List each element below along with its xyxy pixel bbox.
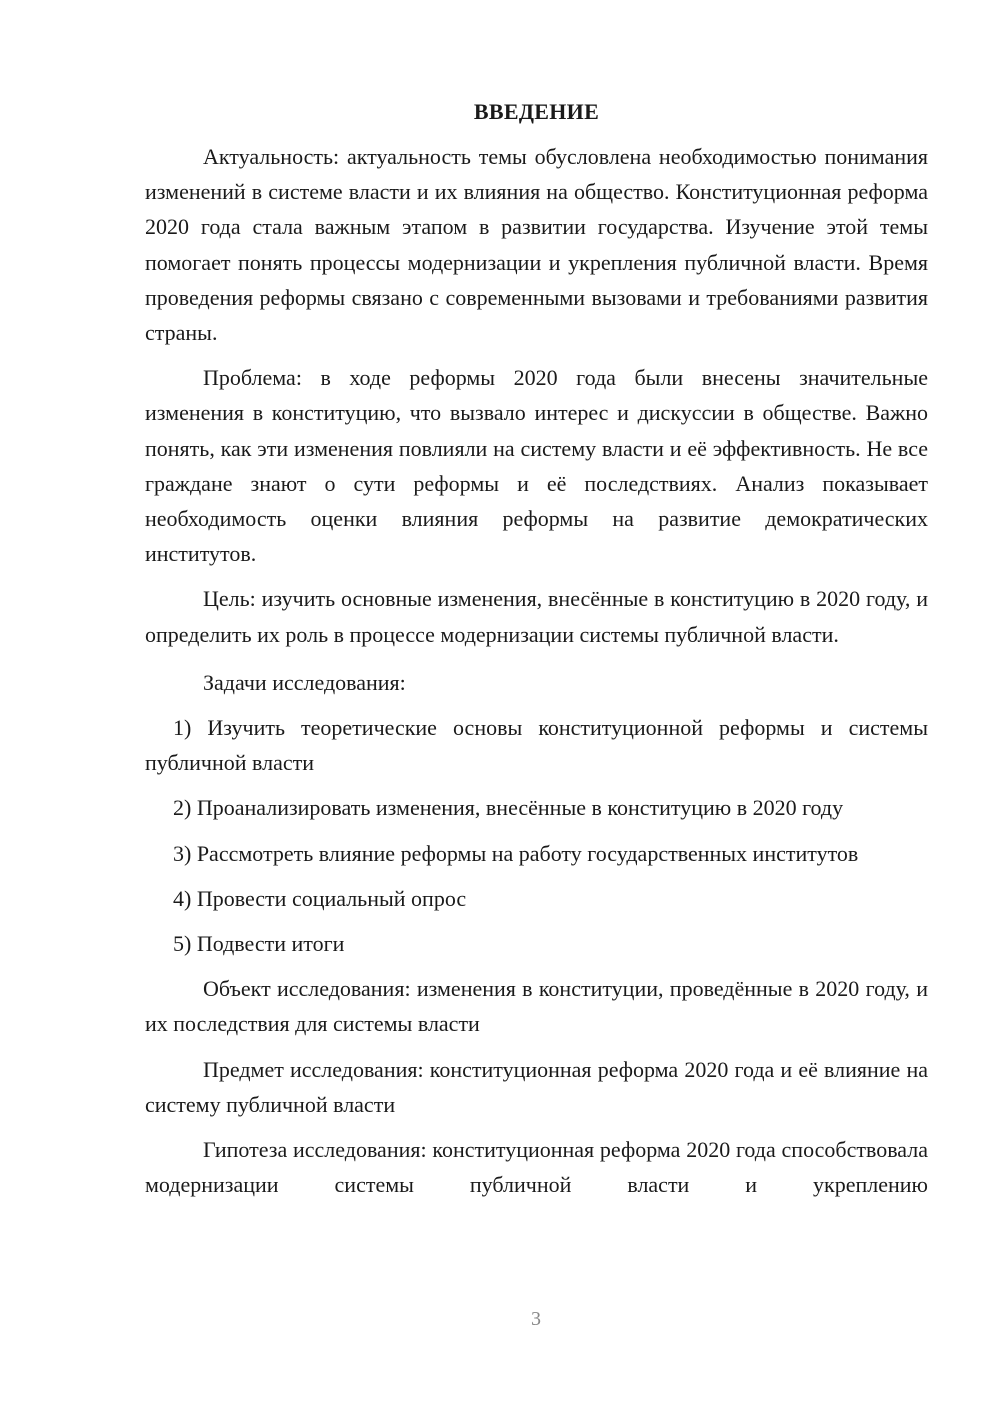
task-item: 5) Подвести итоги <box>173 931 345 957</box>
hypothesis-paragraph: Гипотеза исследования: конституционная реформа 2020 года способствовала модернизации системы публичной власти и укреплению <box>145 1137 928 1198</box>
task-item: 4) Провести социальный опрос <box>173 885 467 911</box>
tasks-heading: Задачи исследования: <box>203 669 406 695</box>
object-paragraph: Объект исследования: изменения в конституции, проведённые в 2020 году, и их последствия для системы власти <box>145 976 928 1037</box>
task-item: 1) Изучить теоретические основы конституционной реформы и системы публичной власти <box>145 715 928 776</box>
task-item: 2) Проанализировать изменения, внесённые в конституцию в 2020 году <box>173 795 844 821</box>
goal-paragraph: Цель: изучить основные изменения, внесённые в конституцию в 2020 году, и определить их роль в процессе модернизации системы публичной власти. <box>145 586 928 647</box>
document-page <box>145 94 928 1202</box>
task-item: 3) Рассмотреть влияние реформы на работу государственных институтов <box>173 840 859 866</box>
relevance-paragraph: Актуальность: актуальность темы обусловлена необходимостью понимания изменений в системе власти и их влияния на общество. Конституционная реформа 2020 года стала важным этапом в развитии государства. Изучение этой темы помогает понять процессы модернизации и укрепления публичной власти. Время проведения реформы связано с современными вызовами и требованиями развития страны. <box>145 144 928 346</box>
page-title: ВВЕДЕНИЕ <box>473 99 600 124</box>
problem-paragraph: Проблема: в ходе реформы 2020 года были внесены значительные изменения в конституцию, что вызвало интерес и дискуссии в обществе. Важно понять, как эти изменения повлияли на систему власти и её эффективность. Не все граждане знают о сути реформы и её последствиях. Анализ показывает необходимость оценки влияния реформы на развитие демократических институтов. <box>145 365 928 567</box>
subject-paragraph: Предмет исследования: конституционная реформа 2020 года и её влияние на систему публичной власти <box>145 1056 928 1117</box>
page-number: 3 <box>531 1308 541 1330</box>
